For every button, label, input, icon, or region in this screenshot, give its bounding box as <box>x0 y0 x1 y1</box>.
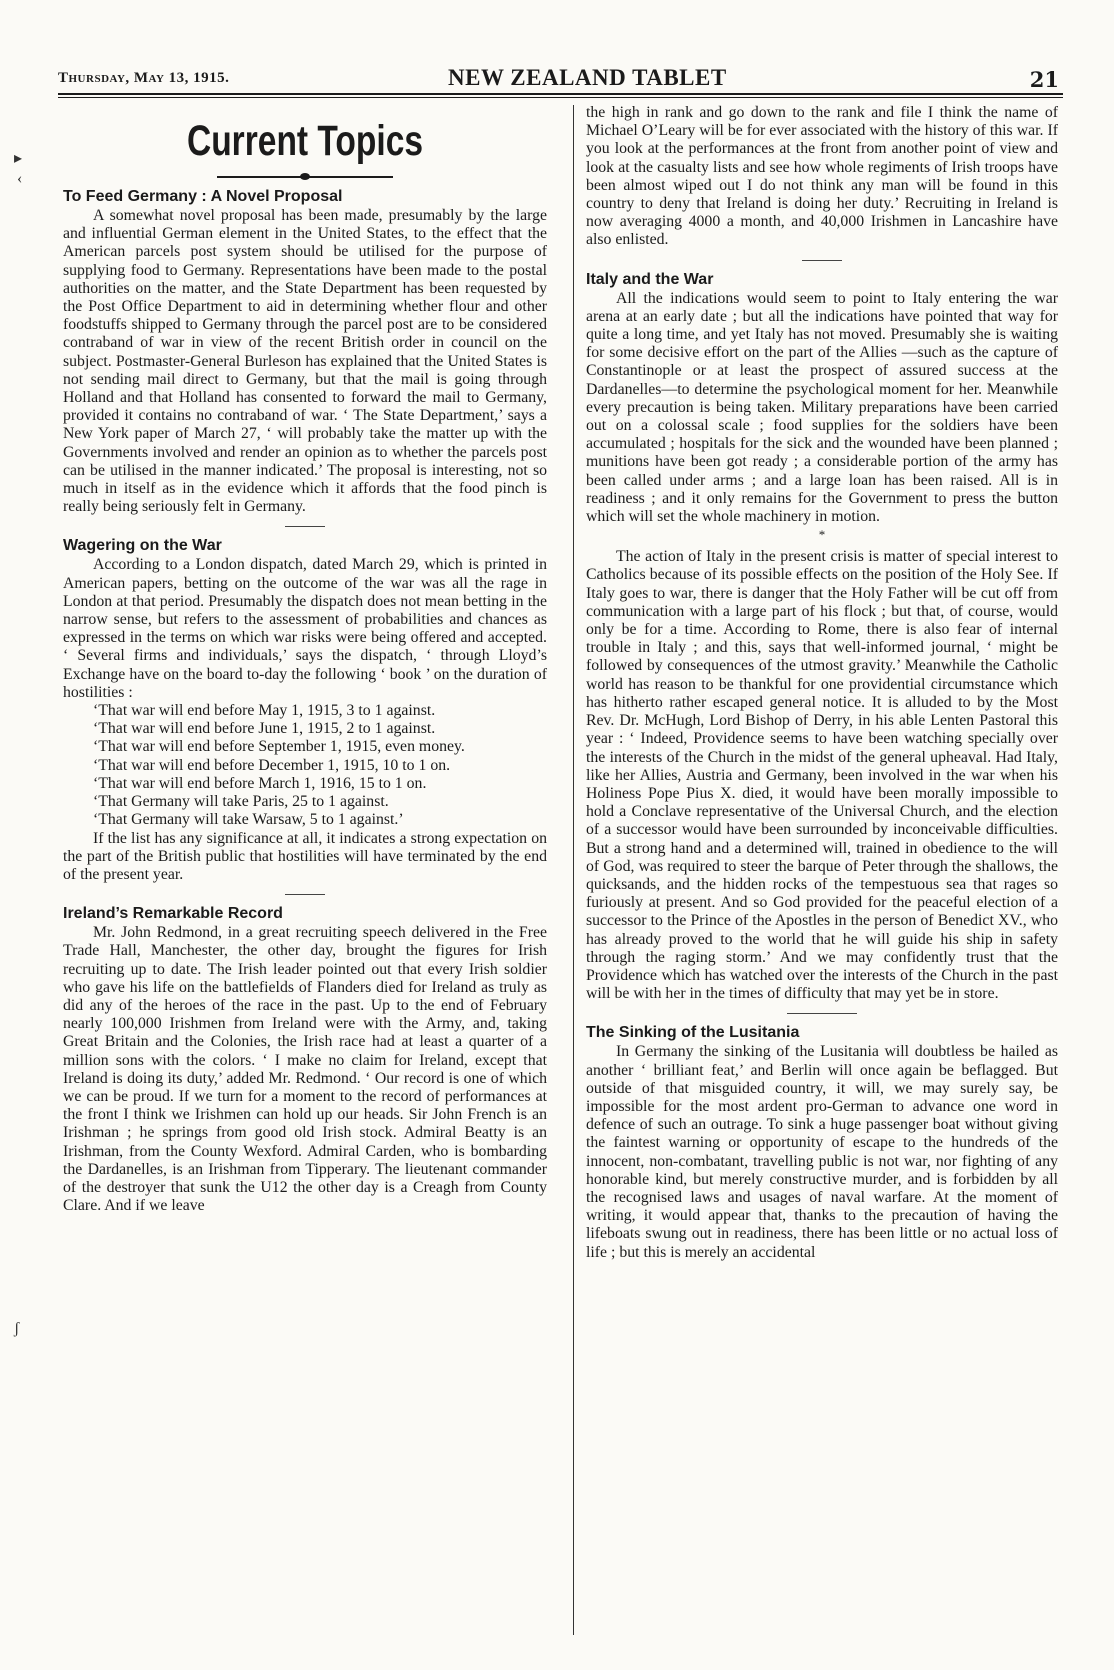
right-column <box>586 104 1058 1262</box>
left-column <box>63 104 547 1215</box>
article-ireland-record <box>63 903 547 1215</box>
article-feed-germany <box>63 186 547 516</box>
margin-arrow-icon: ▸ <box>14 150 23 167</box>
article-paragraph: Mr. John Redmond, in a great recruiting speech delivered in the Free Trade Hall, Manchester, the other day, brought the figures for Irish recruiting up to date. The Irish leader pointed out that every Irish soldier who gave his life on the battlefields of Flanders died for Ireland as truly as did any of the heroes of the race in the past. Up to the end of February nearly 100,000 Irishmen from Ireland were with the Army, and, taking Great Britain and the Colonies, the Irish race had at least a quarter of a million sons with the colors. ‘ I make no claim for Ireland, except that Ireland is doing its duty,’ added Mr. Redmond. ‘ Our record is one of which we can be proud. If we turn for a moment to the record of performances at the front I think we Irishmen can hold up our heads. Sir John French is an Irishman ; he springs from good old Irish stock. Admiral Beatty is an Irishman, from the County Wexford. Admiral Carden, who is bombarding the Dardanelles, is an Irishman from Tipperary. The lieutenant commander of the destroyer that sunk the U12 the other day is a Creagh from County Clare. And if we leave <box>63 924 547 1215</box>
article-heading: To Feed Germany : A Novel Proposal <box>63 188 343 205</box>
page-title: Current Topics <box>186 117 424 165</box>
betting-line: ‘That war will end before May 1, 1915, 3 to 1 against. <box>93 702 436 720</box>
article-lusitania <box>586 1022 1058 1261</box>
betting-line: ‘That war will end before December 1, 1915, 10 to 1 on. <box>93 756 451 774</box>
margin-scribble-icon: ʃ <box>14 1320 20 1337</box>
star-separator: * <box>818 527 826 543</box>
section-separator <box>802 260 842 261</box>
title-ornament <box>63 170 547 184</box>
page-number: 21 <box>1029 67 1059 92</box>
betting-line: ‘That war will end before June 1, 1915, 2 to 1 against. <box>93 720 436 738</box>
article-paragraph: A somewhat novel proposal has been made, presumably by the large and influential German element in the United States, to the effect that the American parcels post system should be utilised for the purpose of supplying food to Germany. Representations have been made to the postal authorities on the matter, and the State Department has been requested by the Post Office Department to aid in determining whether flour and other foodstuffs shipped to Germany through the parcel post are to be considered contraband of war in view of the recent British order in council on the subject. Postmaster-General Burleson has explained that the United States is not sending mail direct to Germany, but that the mail is going through Holland and that Holland has consented to forward the mail to Germany, provided it contains no contraband of war. ‘ The State Department,’ says a New York paper of March 27, ‘ will probably take the matter up with the Governments involved and render an opinion as to whether the parcels post can be utilised in the manner indicated.’ The proposal is interesting, not so much in itself as in the evidence which it affords that the food pinch is really being seriously felt in Germany. <box>63 207 547 516</box>
masthead-rule-thin <box>58 97 1063 98</box>
article-paragraph: If the list has any significance at all, it indicates a strong expectation on the part of the British public that hostilities will have terminated by the end of the present year. <box>63 829 547 883</box>
article-wagering <box>63 535 547 884</box>
article-italy-war <box>586 269 1058 1004</box>
continued-paragraph: the high in rank and go down to the rank and file I think the name of Michael O’Leary will be for ever associated with the history of this war. If you look at the performances at the front from another point of view and look at the casualty lists and see how whole regiments of Irish troops have been almost wiped out I do not think any man will be found in this country to deny that Ireland is doing her duty.’ Recruiting in Ireland is now averaging 4000 a month, and 40,000 Irishmen in Lancashire have also enlisted. <box>586 104 1058 249</box>
betting-line: ‘That Germany will take Paris, 25 to 1 against. <box>93 793 389 811</box>
issue-date: Thursday, May 13, 1915. <box>58 70 230 86</box>
betting-line: ‘That Germany will take Warsaw, 5 to 1 against.’ <box>93 811 404 829</box>
article-heading: The Sinking of the Lusitania <box>586 1024 800 1042</box>
betting-line: ‘That war will end before September 1, 1915, even money. <box>93 738 465 756</box>
section-separator <box>787 1013 857 1014</box>
article-paragraph: In Germany the sinking of the Lusitania will doubtless be hailed as another ‘ brilliant feat,’ and Berlin will once again be beflagged. But outside of that misguided country, it will, we may surely say, be impossible for the most ardent pro-German to advance one word in defence of such an outrage. To sink a huge passenger boat without giving the faintest warning or opportunity of escape to the hundreds of the innocent, non-combatant, travelling public is not war, nor fighting of any honorable kind, but merely constructive murder, and is forbidden by all the recognised laws and usages of naval warfare. At the moment of writing, it would appear that, thanks to the precaution of having the lifeboats swung out in readiness, there has been little or no actual loss of life ; but this is merely an accidental <box>586 1043 1058 1261</box>
masthead <box>58 66 1063 90</box>
article-paragraph: According to a London dispatch, dated March 29, which is printed in American papers, betting on the outcome of the war was all the rage in London at that period. Presumably the dispatch does not mean betting in the narrow sense, but refers to the assessment of probabilities and chances as expressed in the terms on which war risks were being offered and accepted. ‘ Several firms and individuals,’ says the dispatch, ‘ through Lloyd’s Exchange have on the board to-day the following ‘ book ’ on the duration of hostilities : <box>63 556 547 701</box>
article-paragraph: The action of Italy in the present crisis is matter of special interest to Catholics because of its possible effects on the position of the Holy See. If Italy goes to war, there is danger that the Holy Father will be cut off from communication with a large part of his flock ; but that, of course, would only be for a time. According to Rome, there is also fear of internal trouble in Italy ; and this, says that well-informed journal, ‘ might be followed by consequences of the utmost gravity.’ Meanwhile the Catholic world has reason to be thankful for one providential circumstance which has hitherto rather escaped general notice. It is alluded to by the Most Rev. Dr. McHugh, Lord Bishop of Derry, in his able Lenten Pastoral this year : ‘ Indeed, Providence seems to have been watching specially over the interests of the Church in the midst of the general upheaval. Had Italy, like her Allies, Austria and Germany, been involved in the war when his Holiness Pope Pius X. died, it would have been morally impossible to hold a Conclave representative of the Universal Church, and the election of a successor would have been surrounded by inconceivable difficulties. But a strong hand and a determined will, trained in obedience to the will of God, was required to steer the barque of Peter through the shallows, the quicksands, and the hidden rocks of the tempestuous sea that rages so furiously at present. And so God provided for the peaceful election of a successor to the Prince of the Apostles in the person of Benedict XV., who has already proved to the world that he will guide his ship in safety through the raging storm.’ And we may confidently trust that the Providence which has watched over the interests of the Church in the past will be with her in the times of difficulty that may yet be in store. <box>586 548 1058 1003</box>
column-divider <box>573 105 574 1635</box>
article-heading: Wagering on the War <box>63 537 222 555</box>
section-separator <box>285 526 325 527</box>
margin-tick-icon: ‹ <box>17 170 23 187</box>
masthead-rule <box>58 93 1063 95</box>
publication-title: NEW ZEALAND TABLET <box>448 65 727 90</box>
article-paragraph: All the indications would seem to point to Italy entering the war arena at an early date ; but all the indications have pointed that way for quite a long time, and yet Italy has not moved. Presumably she is waiting for some decisive effort on the part of the Allies —such as the capture of Constantinople or at least the prospect of assured success at the Dardanelles—to determine the psychological moment for her. Meanwhile every precaution is being taken. Military preparations have been carried out on a colossal scale ; food supplies for the soldiers have been accumulated ; hospitals for the sick and the wounded have been planned ; munitions have been got ready ; a considerable portion of the army has been called under arms ; and a large loan has been raised. All is in readiness ; and it only remains for the Government to press the button which will set the whole machinery in motion. <box>586 289 1058 526</box>
article-heading: Ireland’s Remarkable Record <box>63 905 283 923</box>
betting-line: ‘That war will end before March 1, 1916, 15 to 1 on. <box>93 774 427 792</box>
section-separator <box>285 894 325 895</box>
article-heading: Italy and the War <box>586 270 714 288</box>
